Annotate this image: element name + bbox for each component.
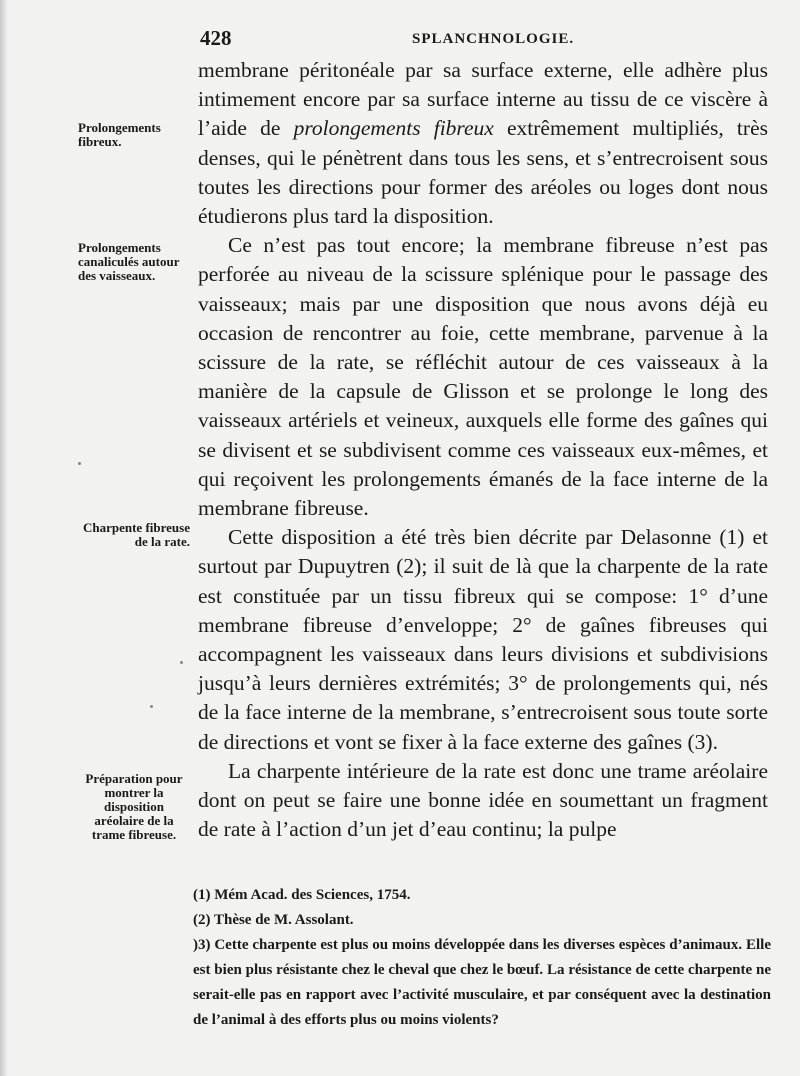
page-header [200, 26, 760, 54]
running-head: SPLANCHNOLOGIE. [412, 31, 575, 47]
paragraph-2: Ce n’est pas tout encore; la membrane fibreuse n’est pas perforée au niveau de la scissure splénique pour le passage des vaisseaux; mais par une disposition que nous avons déjà eu occasion de rencontrer au foie, cette membrane, parvenue à la scissure de la rate, se réfléchit autour de ces vaisseaux à la manière de la capsule de Glisson et se prolonge le long des vaisseaux artériels et veineux, auxquels elle forme des gaînes qui se divisent et se subdivisent comme ces vaisseaux eux-mêmes, et qui reçoivent les prolongements émanés de la face interne de la membrane fibreuse. [198, 233, 768, 521]
paragraph-1-end: extrêmement multipliés, très denses, qui le pénètrent dans tous les sens, et s’entrecroisent sous toutes les directions pour former des aréoles ou loges dont nous étudierons plus tard la disposition. [198, 116, 768, 229]
specks-dot [180, 661, 183, 664]
specks-dot [78, 462, 81, 465]
margin-note-preparation: Préparation pour montrer la disposition aréolaire de la trame fibreuse. [85, 771, 183, 842]
specks-dot [150, 705, 153, 708]
margin-note-prolongements-canalicules: Prolongements canaliculés autour des vaisseaux. [78, 240, 180, 283]
body-text [198, 56, 768, 844]
margin-note-prolongements-fibreux: Prolongements fibreux. [78, 120, 161, 149]
footnote-1: (1) Mém Acad. des Sciences, 1754. [193, 887, 411, 903]
footnotes [193, 883, 771, 1033]
margin-note-charpente-fibreuse: Charpente fibreuse de la rate. [82, 520, 190, 549]
paragraph-4: La charpente intérieure de la rate est donc une trame aréolaire dont on peut se faire une bonne idée en soumettant un fragment de rate à l’action d’un jet d’eau continu; la pulpe [198, 758, 768, 842]
footnote-3: )3) Cette charpente est plus ou moins développée dans les diverses espèces d’animaux. Elle est bien plus résistante chez le cheval que chez le bœuf. La résistance de cette charpente ne serait-elle pas en rapport avec l’activité musculaire, et par conséquent avec la destination de l’animal à des efforts plus ou moins violents? [193, 937, 771, 1028]
footnote-2: (2) Thèse de M. Assolant. [193, 912, 354, 928]
paragraph-1 [198, 56, 768, 231]
paragraph-1-start: membrane péritonéale par sa surface externe, elle adhère plus intimement encore par sa surface interne au tissu de ce viscère à l’aide de [198, 58, 768, 141]
emphasis-prolongements-fibreux: prolongements fibreux [293, 116, 494, 141]
page-gutter-shadow [0, 0, 8, 1076]
page-number: 428 [200, 26, 232, 50]
paragraph-3: Cette disposition a été très bien décrite par Delasonne (1) et surtout par Dupuytren (2); il suit de là que la charpente de la rate est constituée par un tissu fibreux qui se compose: 1° d’une membrane fibreuse d’enveloppe; 2° de gaînes fibreuses qui accompagnent les vaisseaux dans leurs divisions et subdivisions jusqu’à leurs dernières extrémités; 3° de prolongements qui, nés de la face interne de la membrane, s’entrecroisent sous toute sorte de directions et vont se fixer à la face externe des gaînes (3). [198, 525, 768, 754]
